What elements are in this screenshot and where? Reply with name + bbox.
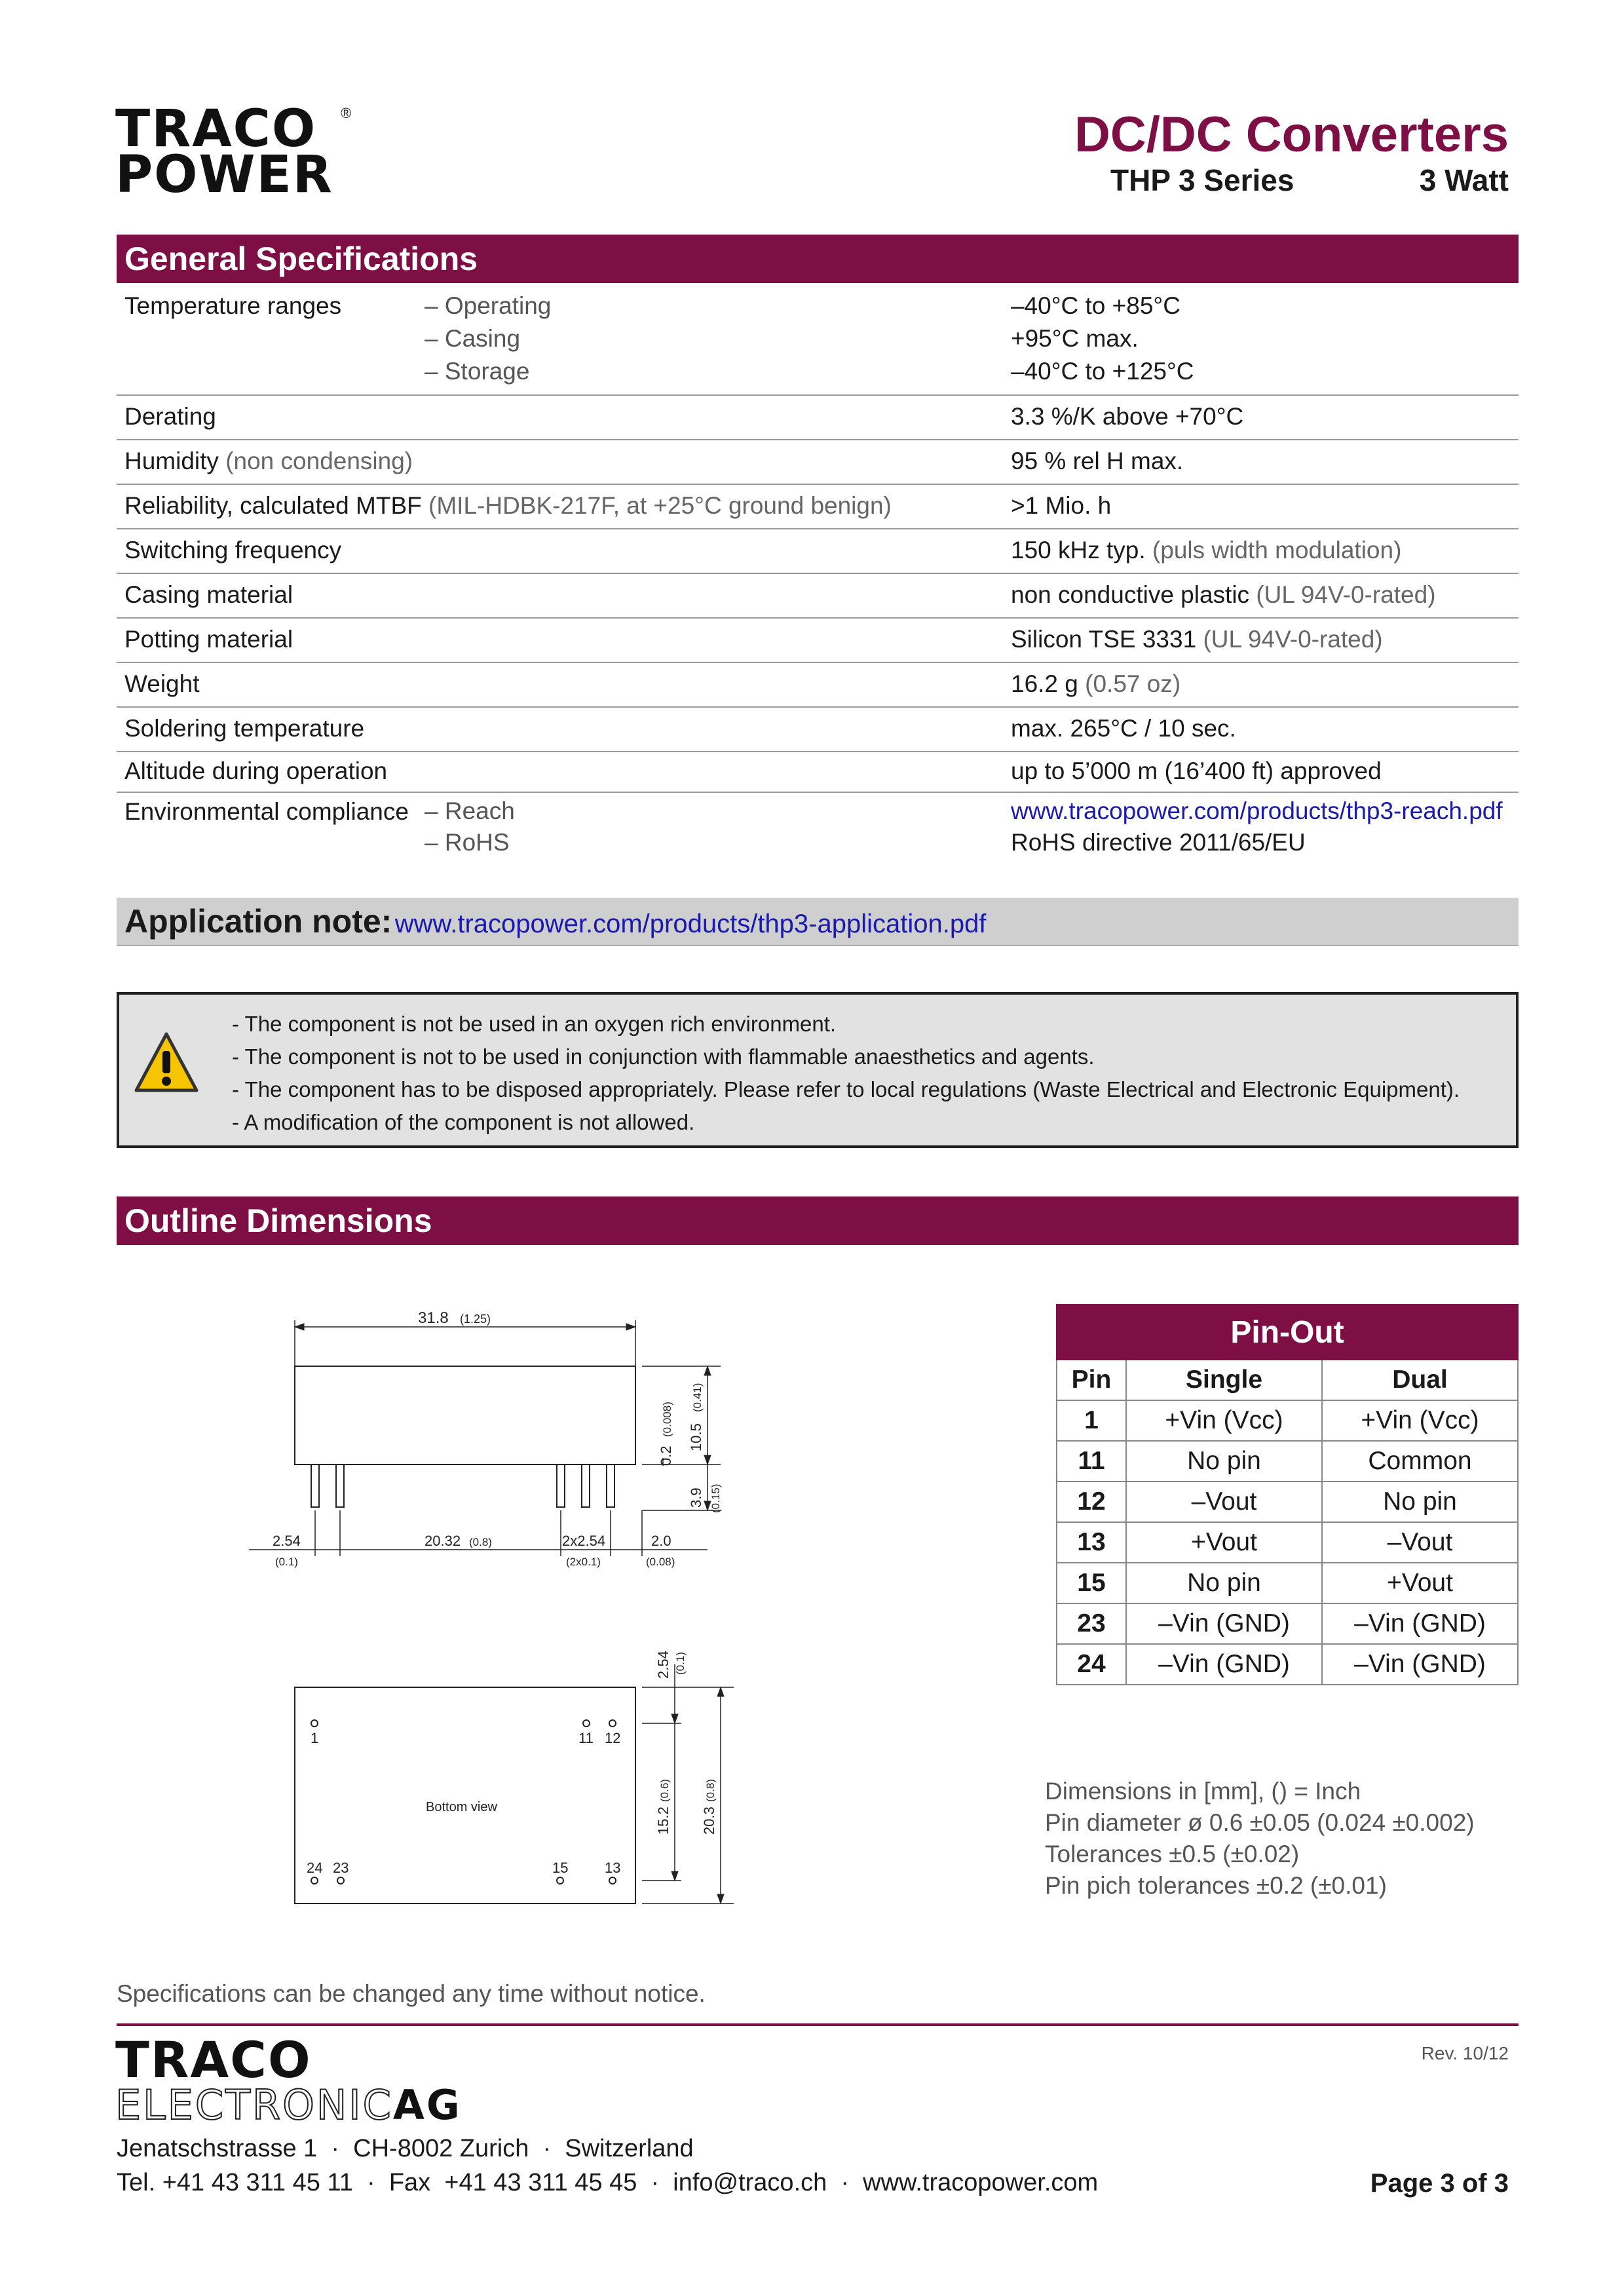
revision: Rev. 10/12 <box>1421 2043 1509 2063</box>
dim-pin-length: 3.9 <box>688 1487 704 1508</box>
spec-row-mtbf <box>117 485 1519 529</box>
table-row <box>1057 1400 1518 1441</box>
page-number: Page 3 of 3 <box>1370 2169 1509 2198</box>
footer-contact: Tel. +41 43 311 45 11 · Fax +41 43 311 45 45 · info@traco.ch · www.tracopower.com <box>117 2169 1099 2196</box>
spec-value: 150 kHz typ. <box>1011 537 1146 564</box>
pinout-title: Pin-Out <box>1057 1305 1518 1360</box>
single-value: –Vout <box>1126 1482 1322 1522</box>
pin-label: 13 <box>605 1860 621 1876</box>
spec-row-weight <box>117 663 1519 708</box>
application-note-bar <box>117 898 1519 946</box>
col-dual: Dual <box>1322 1360 1518 1400</box>
spec-label: Reliability, calculated MTBF <box>124 492 422 519</box>
spec-value: Silicon TSE 3331 <box>1011 626 1197 653</box>
spec-label: Potting material <box>124 626 293 653</box>
pin-number: 12 <box>1057 1482 1126 1522</box>
warning-line: - The component has to be disposed appropriately. Please refer to local regulations (Waste Electrical and Electronic Equipment). <box>232 1077 1460 1101</box>
spec-label: Derating <box>124 403 216 430</box>
spec-value-note: (UL 94V-0-rated) <box>1203 626 1383 653</box>
dual-value: +Vin (Vcc) <box>1322 1400 1518 1441</box>
spec-label: Altitude during operation <box>124 757 388 784</box>
traco-power-logo <box>115 100 333 204</box>
dim-outer: 20.3 <box>701 1807 717 1835</box>
footer-logo-ag: AG <box>392 2081 462 2129</box>
spec-row-environmental <box>117 793 1519 862</box>
dim-d3: 2x2.54 <box>562 1533 606 1549</box>
pin-label: 24 <box>307 1860 323 1876</box>
sub-rohs: – RoHS <box>425 829 510 856</box>
value-operating: –40°C to +85°C <box>1011 292 1180 319</box>
dual-value: +Vout <box>1322 1563 1518 1603</box>
side-pins <box>311 1464 614 1507</box>
spec-value: up to 5’000 m (16’400 ft) approved <box>1011 757 1382 784</box>
single-value: +Vout <box>1126 1522 1322 1563</box>
spec-values <box>1011 795 1503 858</box>
warning-icon <box>134 1031 199 1094</box>
dual-value: No pin <box>1322 1482 1518 1522</box>
dim-d1-in: (0.1) <box>275 1556 298 1568</box>
spec-sublabels <box>425 290 551 388</box>
pin-label: 12 <box>605 1730 621 1746</box>
sub-operating: – Operating <box>425 292 552 319</box>
warning-box <box>117 992 1519 1148</box>
spec-label: Temperature ranges <box>124 292 342 319</box>
registered-mark: ® <box>341 105 352 121</box>
reach-link[interactable]: www.tracopower.com/products/thp3-reach.pdf <box>1011 797 1503 824</box>
dual-value: –Vin (GND) <box>1322 1644 1518 1685</box>
dim-note-line: Tolerances ±0.5 (±0.02) <box>1045 1841 1300 1867</box>
footer-address: Jenatschstrasse 1 · CH-8002 Zurich · Switzerland <box>117 2135 694 2162</box>
footer-logo-electronic: ELECTRONIC <box>115 2081 393 2129</box>
footer-divider <box>117 2023 1519 2026</box>
spec-row-soldering <box>117 708 1519 752</box>
spec-label: Humidity <box>124 448 219 474</box>
traco-electronic-logo <box>115 2031 462 2129</box>
application-note-label: Application note: <box>124 903 392 940</box>
spec-value: >1 Mio. h <box>1011 492 1112 519</box>
dim-d4-in: (0.08) <box>646 1556 675 1568</box>
dim-width: 31.8 <box>418 1309 449 1327</box>
table-row <box>1057 1563 1518 1603</box>
spec-row-potting-material <box>117 619 1519 663</box>
dim-height: 10.5 <box>688 1423 704 1451</box>
dim-gap-in: (0.008) <box>661 1402 673 1437</box>
dim-d4: 2.0 <box>651 1533 671 1549</box>
table-row <box>1057 1441 1518 1482</box>
spec-values <box>1011 290 1194 388</box>
pin-number: 1 <box>1057 1400 1126 1441</box>
dim-d2: 20.32 <box>425 1533 461 1549</box>
dim-top-offset: 2.54 <box>655 1651 671 1679</box>
table-row <box>1057 1603 1518 1644</box>
dim-d1: 2.54 <box>273 1533 301 1549</box>
warning-line: - A modification of the component is not allowed. <box>232 1110 695 1134</box>
spec-value-note: (0.57 oz) <box>1085 670 1181 697</box>
spec-row-casing-material <box>117 574 1519 619</box>
dim-top-offset-in: (0.1) <box>674 1652 687 1675</box>
value-casing: +95°C max. <box>1011 325 1139 352</box>
spec-row-altitude <box>117 752 1519 793</box>
col-pin: Pin <box>1057 1360 1126 1400</box>
single-value: No pin <box>1126 1441 1322 1482</box>
spec-row-humidity <box>117 440 1519 485</box>
spec-label: Environmental compliance <box>124 798 409 825</box>
pin-number: 13 <box>1057 1522 1126 1563</box>
spec-row-derating <box>117 396 1519 440</box>
spec-change-notice: Specifications can be changed any time without notice. <box>117 1980 706 2007</box>
rohs-value: RoHS directive 2011/65/EU <box>1011 829 1306 856</box>
spec-note: (non condensing) <box>225 448 413 474</box>
single-value: +Vin (Vcc) <box>1126 1400 1322 1441</box>
pin-label: 23 <box>333 1860 349 1876</box>
sub-casing: – Casing <box>425 325 521 352</box>
dim-pin-length-in: (0.15) <box>709 1483 722 1513</box>
dimension-notes <box>1045 1776 1475 1902</box>
dim-width-in: (1.25) <box>460 1312 491 1326</box>
dual-value: Common <box>1322 1441 1518 1482</box>
spec-row-temperature <box>117 290 1519 396</box>
spec-value-note: (puls width modulation) <box>1152 537 1402 564</box>
side-view-drawing <box>249 1294 904 1582</box>
pin-number: 24 <box>1057 1644 1126 1685</box>
table-row <box>1057 1522 1518 1563</box>
pinout-table <box>1056 1304 1519 1685</box>
pin-number: 23 <box>1057 1603 1126 1644</box>
footer-logo-traco: TRACO <box>115 2031 312 2089</box>
bottom-view-label: Bottom view <box>426 1800 497 1814</box>
table-row <box>1057 1644 1518 1685</box>
logo-line-traco: TRACO <box>115 100 317 159</box>
dual-value: –Vout <box>1322 1522 1518 1563</box>
spec-value: max. 265°C / 10 sec. <box>1011 715 1236 742</box>
dim-inner: 15.2 <box>655 1807 671 1835</box>
page-title: DC/DC Converters <box>1074 107 1509 163</box>
single-value: No pin <box>1126 1563 1322 1603</box>
spec-label: Soldering temperature <box>124 715 365 742</box>
dim-d2-in: (0.8) <box>469 1536 492 1548</box>
warning-line: - The component is not be used in an oxygen rich environment. <box>232 1012 837 1036</box>
spec-note: (MIL-HDBK-217F, at +25°C ground benign) <box>428 492 892 519</box>
pin-number: 15 <box>1057 1563 1126 1603</box>
general-specifications-heading: General Specifications <box>117 235 1519 283</box>
spec-value: non conductive plastic <box>1011 581 1250 608</box>
dim-outer-in: (0.8) <box>704 1779 717 1802</box>
pin-number: 11 <box>1057 1441 1126 1482</box>
warning-line: - The component is not to be used in conjunction with flammable anaesthetics and agents. <box>232 1044 1095 1069</box>
spec-row-switching-frequency <box>117 529 1519 574</box>
pinout-header-row <box>1057 1360 1518 1400</box>
spec-value: 16.2 g <box>1011 670 1078 697</box>
dim-height-in: (0.41) <box>691 1383 704 1412</box>
pin-label: 1 <box>311 1730 319 1746</box>
spec-label: Casing material <box>124 581 293 608</box>
spec-value-note: (UL 94V-0-rated) <box>1256 581 1436 608</box>
col-single: Single <box>1126 1360 1322 1400</box>
spec-value: 95 % rel H max. <box>1011 448 1184 474</box>
logo-line-power: POWER <box>115 145 333 204</box>
pin-label: 15 <box>552 1860 569 1876</box>
spec-sublabels <box>425 795 515 858</box>
pin-label: 11 <box>578 1730 594 1746</box>
application-note-link[interactable]: www.tracopower.com/products/thp3-application.pdf <box>394 909 987 938</box>
dim-note-line: Dimensions in [mm], () = Inch <box>1045 1778 1361 1805</box>
dim-d3-in: (2x0.1) <box>566 1556 601 1568</box>
table-row <box>1057 1482 1518 1522</box>
single-value: –Vin (GND) <box>1126 1603 1322 1644</box>
warning-lines <box>232 1008 1460 1139</box>
dim-gap: 0.2 <box>658 1445 674 1466</box>
spec-label: Weight <box>124 670 200 697</box>
sub-reach: – Reach <box>425 797 515 824</box>
power-rating: 3 Watt <box>1419 163 1509 197</box>
module-body-side <box>295 1366 635 1464</box>
dim-inner-in: (0.6) <box>658 1779 671 1802</box>
single-value: –Vin (GND) <box>1126 1644 1322 1685</box>
bottom-view-drawing <box>288 1638 786 1926</box>
value-storage: –40°C to +125°C <box>1011 358 1194 385</box>
dual-value: –Vin (GND) <box>1322 1603 1518 1644</box>
sub-storage: – Storage <box>425 358 530 385</box>
series-name: THP 3 Series <box>1110 163 1294 197</box>
dim-note-line: Pin pich tolerances ±0.2 (±0.01) <box>1045 1872 1387 1899</box>
spec-label: Switching frequency <box>124 537 342 564</box>
outline-dimensions-heading: Outline Dimensions <box>117 1196 1519 1245</box>
dim-note-line: Pin diameter ø 0.6 ±0.05 (0.024 ±0.002) <box>1045 1809 1475 1836</box>
spec-value: 3.3 %/K above +70°C <box>1011 403 1244 430</box>
